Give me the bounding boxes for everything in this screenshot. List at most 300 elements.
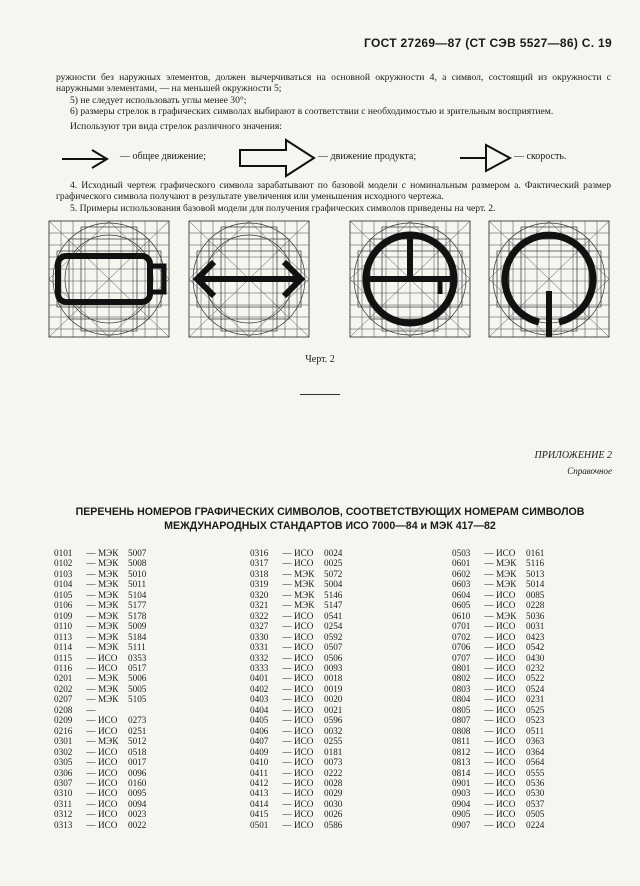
standard-name: ИСО [496,819,516,830]
standard-number: 0592 [324,631,343,642]
dash: — [282,673,292,684]
mapping-row [250,809,342,819]
general-movement-label: — общее движение; [120,151,206,162]
standard-name: ИСО [496,662,516,673]
symbol-number: 0105 [54,589,73,600]
symbol-number: 0406 [250,725,269,736]
dash: — [86,673,96,684]
dash: — [484,548,494,558]
standard-number: 5111 [128,642,146,653]
standard-number: 0232 [526,662,545,673]
mapping-row [250,600,342,610]
mapping-row [54,820,146,830]
symbol-number: 0907 [452,819,471,830]
mapping-row [250,684,342,694]
standard-name: ИСО [496,757,516,768]
symbol-number: 0113 [54,631,73,642]
standard-name: ИСО [98,788,118,799]
standard-number: 0363 [526,736,545,747]
standard-number: 0364 [526,746,545,757]
example-symbol-circle-cross [345,216,475,342]
mapping-row [54,642,146,652]
dash: — [282,777,292,788]
mapping-row [250,757,342,767]
mapping-row [452,663,544,673]
mapping-row [54,726,146,736]
mapping-row [250,558,342,568]
standard-name: ИСО [496,788,516,799]
symbol-number: 0702 [452,631,471,642]
intro-paragraph-2: 5) не следует использовать углы менее 30°; [70,94,247,106]
standard-name: ИСО [294,548,314,558]
symbol-number: 0302 [54,746,73,757]
intro-paragraph-3: 6) размеры стрелок в графических символах выбирают в соответствии с необходимостью и зрительным восприятием. [70,106,554,118]
dash: — [484,757,494,768]
mapping-row [452,642,544,652]
symbol-number: 0412 [250,777,269,788]
standard-number: 0160 [128,777,147,788]
mapping-row [54,569,146,579]
symbol-number: 0216 [54,725,73,736]
standard-name: ИСО [294,662,314,673]
standard-number: 0542 [526,642,545,653]
dash: — [484,777,494,788]
intro-paragraph-1: ружности без наружных элементов, должен вычерчиваться на основной окружности 4, а символ, состоящий из окружности с наружными элементами, — на меньшей окружности 5; [56,72,611,95]
symbol-number: 0706 [452,642,471,653]
symbol-number: 0322 [250,610,269,621]
symbol-number: 0401 [250,673,269,684]
speed-arrow-icon [460,141,516,175]
symbol-number: 0407 [250,736,269,747]
standard-name: ИСО [496,715,516,726]
standard-name: ИСО [98,809,118,820]
dash: — [86,767,96,778]
symbol-number: 0313 [54,819,73,830]
mapping-row [250,799,342,809]
standard-name: ИСО [98,725,118,736]
dash: — [86,683,96,694]
standard-number: 0596 [324,715,343,726]
standard-number: 0273 [128,715,147,726]
standard-number: 5184 [128,631,147,642]
dash: — [86,788,96,799]
dash: — [484,610,494,621]
mapping-row [452,569,544,579]
standard-name: ИСО [496,600,516,611]
dash: — [282,767,292,778]
standard-number: 5116 [526,558,545,569]
standard-name: МЭК [98,631,119,642]
symbol-number: 0116 [54,662,73,673]
standard-number: 5104 [128,589,147,600]
dash: — [86,631,96,642]
standard-number: 5178 [128,610,147,621]
standard-number: 0026 [324,809,343,820]
symbol-number: 0707 [452,652,471,663]
mapping-row [54,632,146,642]
standard-number: 0254 [324,621,343,632]
standard-number: 0021 [324,704,343,715]
symbol-number: 0320 [250,589,269,600]
standard-number: 0031 [526,621,545,632]
standard-name: ИСО [496,589,516,600]
dash: — [282,600,292,611]
dash: — [282,683,292,694]
standard-name: МЭК [496,558,517,569]
standard-name: ИСО [294,694,314,705]
mapping-row [250,694,342,704]
symbol-number: 0411 [250,767,269,778]
dash: — [86,642,96,653]
dash: — [86,809,96,820]
symbol-number: 0501 [250,819,269,830]
mapping-row [54,788,146,798]
standard-number: 0541 [324,610,343,621]
standard-name: ИСО [496,736,516,747]
symbol-number: 0402 [250,683,269,694]
mapping-row [452,621,544,631]
general-movement-arrow-icon [60,146,110,172]
standard-name: ИСО [496,777,516,788]
mapping-row [250,579,342,589]
symbol-number: 0808 [452,725,471,736]
standard-number: 0555 [526,767,545,778]
standard-name: МЭК [496,610,517,621]
body-text [56,180,611,214]
standard-name: ИСО [98,767,118,778]
dash: — [484,809,494,820]
mapping-row [250,726,342,736]
standard-name: ИСО [496,798,516,809]
standard-name: МЭК [98,621,119,632]
dash: — [484,662,494,673]
mapping-row [250,820,342,830]
symbol-number: 0814 [452,767,471,778]
standard-name: ИСО [294,642,314,653]
symbol-number: 0602 [452,568,471,579]
mapping-row [250,548,342,558]
standard-number: 5105 [128,694,147,705]
mapping-row [54,579,146,589]
standard-number: 0222 [324,767,343,778]
standard-name: ИСО [496,725,516,736]
symbol-number: 0905 [452,809,471,820]
standard-number: 0507 [324,642,343,653]
standard-name: ИСО [496,642,516,653]
symbol-number: 0102 [54,558,73,569]
standard-number: 0564 [526,757,545,768]
speed-label: — скорость. [514,151,567,162]
standard-number: 0353 [128,652,147,663]
standard-number: 0096 [128,767,147,778]
standard-name: ИСО [294,798,314,809]
dash: — [484,568,494,579]
mapping-row [452,673,544,683]
dash: — [86,777,96,788]
mapping-row [452,590,544,600]
symbol-number: 0403 [250,694,269,705]
mapping-row [54,684,146,694]
standard-name: ИСО [98,798,118,809]
mapping-row [250,747,342,757]
standard-number: 0523 [526,715,545,726]
dash: — [484,673,494,684]
symbol-number: 0701 [452,621,471,632]
standard-name: ИСО [294,809,314,820]
symbol-number: 0409 [250,746,269,757]
standard-name: МЭК [98,673,119,684]
symbol-number: 0404 [250,704,269,715]
dash: — [86,600,96,611]
standard-name: МЭК [496,579,517,590]
standard-number: 0095 [128,788,147,799]
standard-number: 0536 [526,777,545,788]
standard-name: ИСО [98,652,118,663]
mapping-row [452,768,544,778]
mapping-row [250,653,342,663]
standard-name: МЭК [98,610,119,621]
dash: — [282,704,292,715]
symbol-number: 0327 [250,621,269,632]
standard-number: 0023 [128,809,147,820]
standard-number: 0251 [128,725,147,736]
mapping-row [452,600,544,610]
symbol-number: 0807 [452,715,471,726]
standard-name: ИСО [294,621,314,632]
standard-number: 5006 [128,673,147,684]
dash: — [86,746,96,757]
example-symbol-rectangle [44,216,174,342]
mapping-row [452,548,544,558]
dash: — [282,788,292,799]
standard-number: 5146 [324,589,343,600]
standard-name: МЭК [294,568,315,579]
standard-name: МЭК [98,683,119,694]
standard-number: 0518 [128,746,147,757]
symbol-number: 0805 [452,704,471,715]
symbol-number: 0332 [250,652,269,663]
mapping-row [452,579,544,589]
mapping-row [250,673,342,683]
symbol-number: 0330 [250,631,269,642]
standard-number: 0085 [526,589,545,600]
mapping-row [452,778,544,788]
symbol-number: 0208 [54,704,73,715]
arrow-legend [60,138,600,178]
standard-number: 0423 [526,631,545,642]
mapping-row [250,788,342,798]
mapping-row [250,590,342,600]
mapping-row [452,820,544,830]
symbol-number: 0306 [54,767,73,778]
dash: — [282,558,292,569]
symbol-number: 0331 [250,642,269,653]
standard-number: 0022 [128,819,147,830]
standard-number: 0522 [526,673,545,684]
mapping-row [452,736,544,746]
symbol-number: 0104 [54,579,73,590]
mapping-row [452,611,544,621]
symbol-number: 0811 [452,736,471,747]
dash: — [86,558,96,569]
mapping-row [452,684,544,694]
symbol-number: 0601 [452,558,471,569]
dash: — [282,548,292,558]
dash: — [86,819,96,830]
standard-number: 5010 [128,568,147,579]
dash: — [86,621,96,632]
standard-number: 5009 [128,621,147,632]
dash: — [484,767,494,778]
standard-number: 0224 [526,819,545,830]
standard-name: МЭК [294,589,315,600]
body-paragraph-5: 5. Примеры использования базовой модели для получения графических символов приведены на черт. 2. [70,202,496,214]
dash: — [484,600,494,611]
dash: — [282,736,292,747]
standard-name: ИСО [294,652,314,663]
separator-line [300,394,340,395]
dash: — [282,589,292,600]
mapping-row [54,715,146,725]
mapping-row [250,621,342,631]
dash: — [282,568,292,579]
dash: — [282,809,292,820]
standard-name: МЭК [98,694,119,705]
dash: — [484,558,494,569]
symbol-number: 0201 [54,673,73,684]
standard-number: 0093 [324,662,343,673]
dash: — [282,715,292,726]
standard-name: МЭК [98,642,119,653]
mapping-row [54,705,146,715]
standard-number: 0537 [526,798,545,809]
mapping-row [452,632,544,642]
mapping-row [250,632,342,642]
mapping-row [452,653,544,663]
symbol-number: 0316 [250,548,269,558]
symbol-number: 0405 [250,715,269,726]
standard-name: ИСО [496,652,516,663]
standard-number: 5177 [128,600,147,611]
mapping-row [54,809,146,819]
symbol-number: 0801 [452,662,471,673]
mapping-row [54,736,146,746]
intro-paragraph-4: Используют три вида стрелок различного значения: [70,120,282,132]
standard-name: ИСО [98,662,118,673]
symbol-number: 0305 [54,757,73,768]
table-title-line-1: ПЕРЕЧЕНЬ НОМЕРОВ ГРАФИЧЕСКИХ СИМВОЛОВ, СООТВЕТСТВУЮЩИХ НОМЕРАМ СИМВОЛОВ [75,506,585,518]
dash: — [484,746,494,757]
symbol-number: 0603 [452,579,471,590]
standard-name: ИСО [496,694,516,705]
example-symbol-double-arrow [184,216,314,342]
standard-number: 0073 [324,757,343,768]
table-title-line-2: МЕЖДУНАРОДНЫХ СТАНДАРТОВ ИСО 7000—84 и МЭК 417—82 [164,520,496,532]
mapping-row [54,621,146,631]
dash: — [484,621,494,632]
dash: — [282,757,292,768]
dash: — [484,736,494,747]
standard-number: 0530 [526,788,545,799]
symbol-number: 0209 [54,715,73,726]
mapping-row [54,799,146,809]
mapping-row [452,705,544,715]
symbol-number: 0311 [54,798,73,809]
dash: — [282,662,292,673]
standard-name: МЭК [496,568,517,579]
standard-number: 0506 [324,652,343,663]
mapping-row [54,778,146,788]
standard-number: 0181 [324,746,343,757]
mapping-row [452,799,544,809]
mapping-row [54,611,146,621]
standard-name: МЭК [98,568,119,579]
standard-number: 0018 [324,673,343,684]
symbol-number: 0318 [250,568,269,579]
standard-number: 0517 [128,662,147,673]
mapping-row [250,715,342,725]
standard-name: ИСО [294,631,314,642]
symbol-number: 0414 [250,798,269,809]
mapping-row [54,694,146,704]
symbol-number: 0904 [452,798,471,809]
standard-number: 0511 [526,725,545,736]
mapping-row [54,757,146,767]
standard-number: 5008 [128,558,147,569]
symbol-number: 0307 [54,777,73,788]
symbol-number: 0803 [452,683,471,694]
dash: — [86,736,96,747]
symbol-number: 0319 [250,579,269,590]
mapping-column-3 [452,548,544,830]
standard-number: 5013 [526,568,545,579]
standard-name: ИСО [294,558,314,569]
standard-name: МЭК [98,589,119,600]
mapping-row [452,757,544,767]
dash: — [484,788,494,799]
symbol-number: 0802 [452,673,471,684]
dash: — [86,662,96,673]
standard-number: 0430 [526,652,545,663]
symbol-number: 0312 [54,809,73,820]
mapping-row [250,569,342,579]
mapping-row [250,642,342,652]
standard-name: ИСО [294,819,314,830]
standard-number: 5036 [526,610,545,621]
standard-number: 5014 [526,579,545,590]
standard-name: ИСО [294,746,314,757]
standard-name: ИСО [496,548,516,558]
standard-name: ИСО [294,683,314,694]
dash: — [86,548,96,558]
standard-name: ИСО [294,777,314,788]
mapping-row [54,768,146,778]
standard-name: МЭК [98,548,119,558]
symbol-number: 0114 [54,642,73,653]
mapping-column-2 [250,548,342,830]
dash: — [282,819,292,830]
standard-name: ИСО [98,746,118,757]
mapping-row [452,788,544,798]
dash: — [484,642,494,653]
symbol-number: 0207 [54,694,73,705]
standard-number: 0024 [324,548,343,558]
mapping-row [54,548,146,558]
standard-name: МЭК [98,600,119,611]
symbol-number: 0415 [250,809,269,820]
standard-name: ИСО [496,809,516,820]
symbol-number: 0812 [452,746,471,757]
